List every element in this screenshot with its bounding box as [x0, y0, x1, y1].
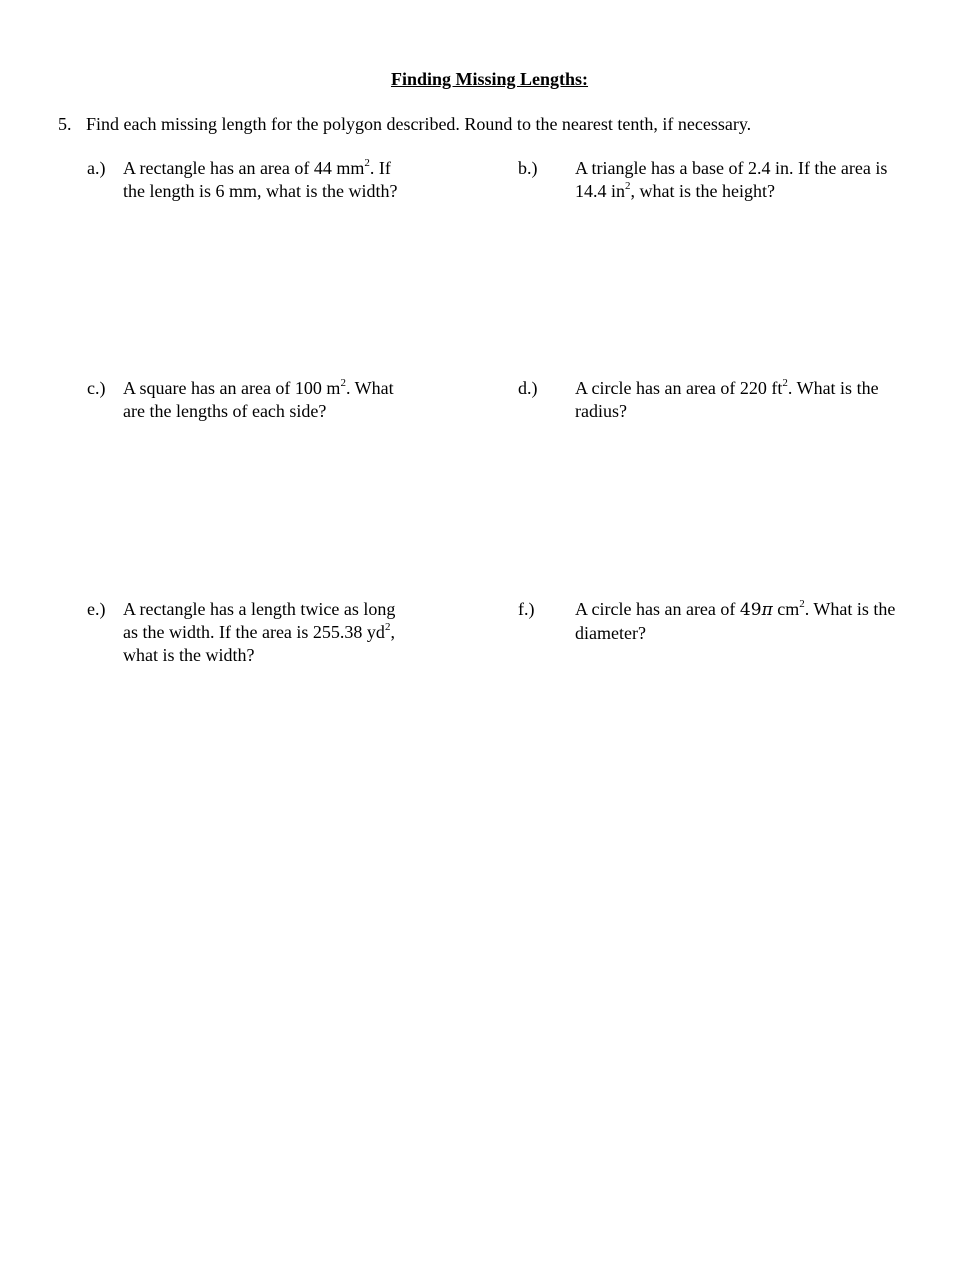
problem-text [123, 377, 433, 423]
problem-text-segment: as the width. If the area is 255.38 yd [123, 622, 385, 642]
problem-text-segment: , [390, 622, 395, 642]
pi-symbol: π [761, 600, 773, 620]
problem-text-segment: are the lengths of each side? [123, 401, 327, 421]
problem-text-segment: A triangle has a base of 2.4 in. If the area is [575, 158, 888, 178]
exponent: 2 [625, 180, 631, 192]
problem-label: f.) [518, 599, 535, 619]
problem-text-segment: diameter? [575, 623, 646, 643]
problem-text-segment: A circle has an area of 220 ft [575, 378, 783, 398]
exponent: 2 [340, 377, 346, 389]
problem-label: a.) [87, 158, 106, 178]
problem-text-segment: . What [345, 378, 394, 398]
problem-text-segment: radius? [575, 401, 627, 421]
problem-text-segment: A rectangle has an area of 44 mm [123, 158, 365, 178]
problem-text-segment: 14.4 in [575, 181, 626, 201]
problem-text [123, 598, 433, 667]
problem-text-segment: cm [772, 599, 800, 619]
problem-text-segment: . What is the [804, 599, 896, 619]
problem-text-segment: A circle has an area of [575, 599, 740, 619]
question-number: 5. [58, 114, 72, 134]
exponent: 2 [799, 598, 805, 610]
exponent: 2 [782, 377, 788, 389]
problem-text-segment: A rectangle has a length twice as long [123, 599, 396, 619]
math-number: 49 [739, 600, 762, 620]
problem-text-segment: , what is the height? [630, 181, 775, 201]
problem-text-segment: . What is the [787, 378, 879, 398]
problem-text-segment: . If [369, 158, 391, 178]
problem-text-segment: what is the width? [123, 645, 255, 665]
problem-label: b.) [518, 158, 538, 178]
problem-text [575, 377, 925, 423]
problem-label: e.) [87, 599, 106, 619]
problem-label: d.) [518, 378, 538, 398]
problem-label: c.) [87, 378, 106, 398]
problem-text [575, 157, 925, 203]
problem-text-segment: the length is 6 mm, what is the width? [123, 181, 398, 201]
problem-text [575, 598, 925, 645]
problem-text-segment: A square has an area of 100 m [123, 378, 341, 398]
exponent: 2 [364, 157, 370, 169]
problem-text [123, 157, 433, 203]
question-instructions: Find each missing length for the polygon described. Round to the nearest tenth, if necessary. [86, 114, 752, 134]
page-title: Finding Missing Lengths: [390, 69, 589, 89]
exponent: 2 [384, 621, 391, 633]
